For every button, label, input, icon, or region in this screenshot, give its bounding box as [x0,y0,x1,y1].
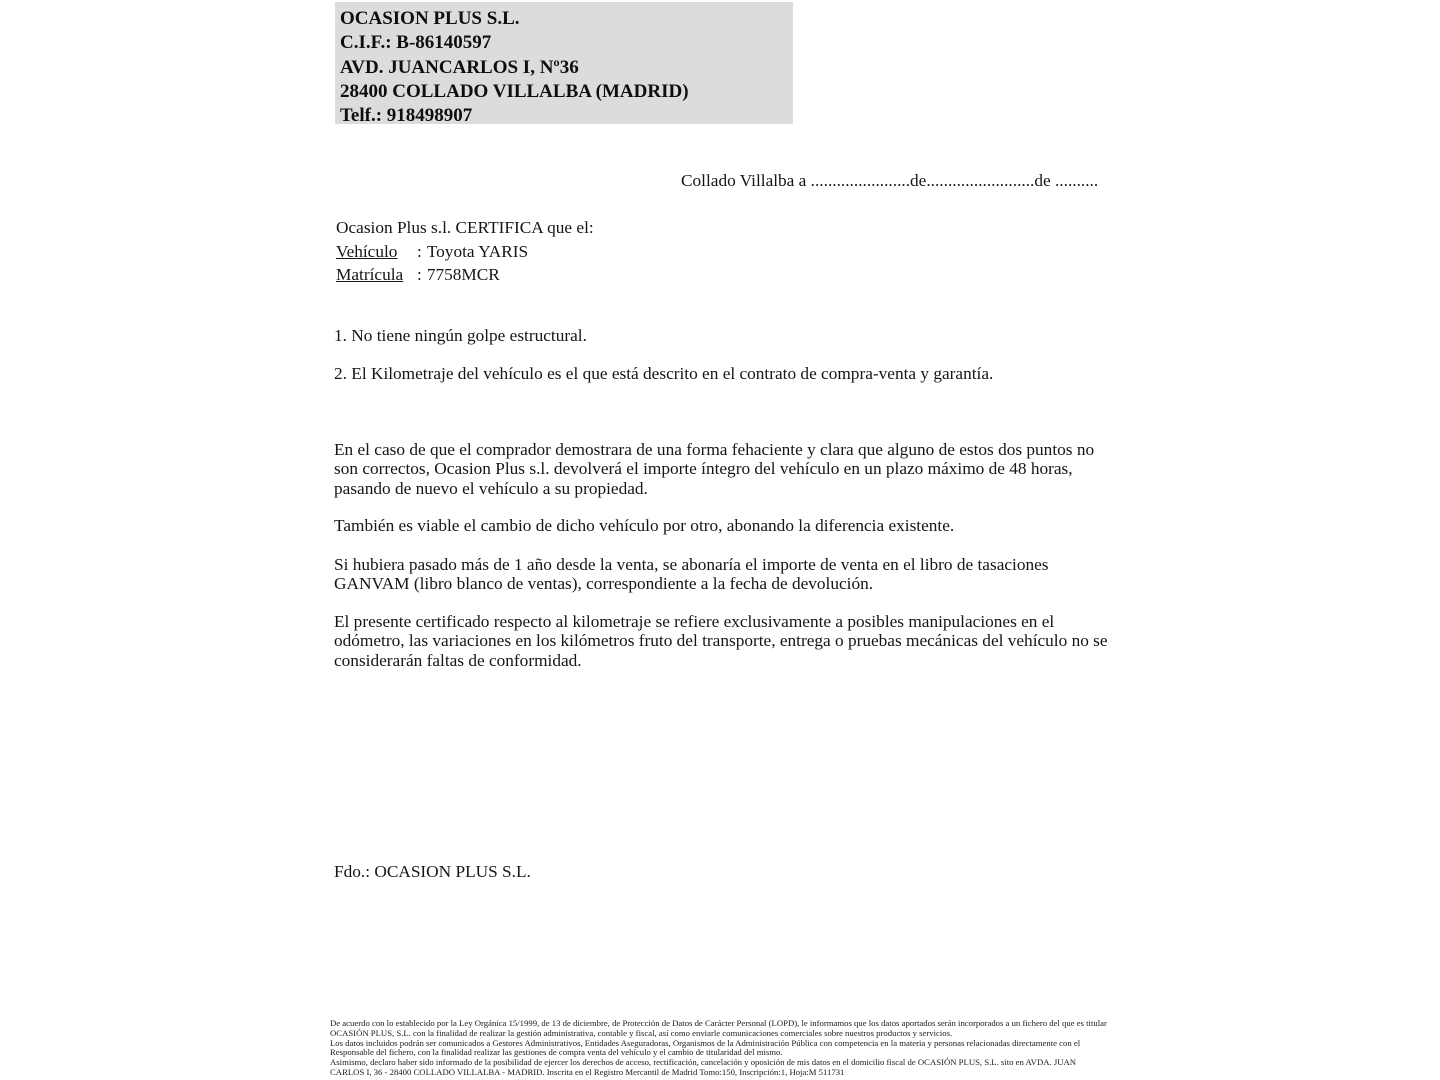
fine-print-line: OCASIÓN PLUS, S.L. con la finalidad de realizar la gestión administrativa, contable y fiscal, así como enviarle comunicaciones comerciales sobre nuestros productos y servicios. [330,1027,953,1038]
company-cif: C.I.F.: B-86140597 [340,32,492,54]
plate-separator: : [417,265,422,285]
certification-intro: Ocasion Plus s.l. CERTIFICA que el: [336,218,594,237]
signature-line: Fdo.: OCASION PLUS S.L. [334,862,531,881]
fine-print-line: CARLOS I, 36 - 28400 COLLADO VILLALBA - MADRID. Inscrita en el Registro Mercantil de Madrid Tomo:150, Inscripción:1, Hoja:M 511731 [330,1066,845,1077]
date-line: Collado Villalba a .......................de.........................de .......... [681,171,1099,190]
vehicle-separator: : [417,241,422,261]
vehicle-row [336,240,594,264]
company-name: OCASION PLUS S.L. [340,8,520,29]
company-address: AVD. JUANCARLOS I, Nº36 [340,56,579,78]
paragraph-refund-guarantee: En el caso de que el comprador demostrara de una forma fehaciente y clara que alguno de estos dos puntos no son correctos, Ocasion Plus s.l. devolverá el importe íntegro del vehículo en un plazo máximo de 48 horas, pasando de nuevo el vehículo a su propiedad. [334,440,1095,498]
fine-print-line: Asimismo, declaro haber sido informado de la posibilidad de ejercer los derechos de acceso, rectificación, cancelación y oposición de mis datos en el domicilio fiscal de OCASIÓN PLUS, S.L. sito en AVDA. JUAN [330,1057,1077,1067]
plate-label-cell [336,263,417,287]
vehicle-label: Vehículo [336,241,398,261]
vehicle-label-cell [336,240,417,264]
paragraph-ganvam-valuation: Si hubiera pasado más de 1 año desde la venta, se abonaría el importe de venta en el libro de tasaciones GANVAM (libro blanco de ventas), correspondiente a la fecha de devolución. [334,555,1049,594]
legal-fine-print [330,1019,1115,1078]
fine-print-line: Los datos incluidos podrán ser comunicados a Gestores Administrativos, Entidades Aseguradoras, Organismos de la Administración Pública con competencia en la materia y personas relacionadas directamente con el [330,1037,1081,1048]
paragraph-vehicle-exchange: También es viable el cambio de dicho vehículo por otro, abonando la diferencia existente. [334,516,955,535]
point-1: 1. No tiene ningún golpe estructural. [334,326,587,345]
plate-row [336,263,594,287]
company-city: 28400 COLLADO VILLALBA (MADRID) [340,80,689,102]
company-phone: Telf.: 918498907 [340,105,473,127]
plate-value: 7758MCR [426,265,500,285]
vehicle-value: Toyota YARIS [426,241,529,261]
plate-label: Matrícula [336,265,404,285]
fine-print-line: Responsable del fichero, con la finalidad realizar las gestiones de compra venta del vehículo y el cambio de titularidad del mismo. [330,1047,783,1058]
point-2: 2. El Kilometraje del vehículo es el que está descrito en el contrato de compra-venta y garantía. [334,364,994,383]
paragraph-odometer-disclaimer: El presente certificado respecto al kilometraje se refiere exclusivamente a posibles manipulaciones en el odómetro, las variaciones en los kilómetros fruto del transporte, entrega o pruebas mecánicas del vehículo no se considerarán faltas de conformidad. [334,612,1108,670]
company-header-box [335,2,793,127]
fine-print-line: De acuerdo con lo establecido por la Ley Orgánica 15/1999, de 13 de diciembre, de Protección de Datos de Carácter Personal (LOPD), le informamos que los datos aportados serán incorporados a un fichero del que es titular [330,1018,1107,1028]
certification-block [336,216,594,287]
